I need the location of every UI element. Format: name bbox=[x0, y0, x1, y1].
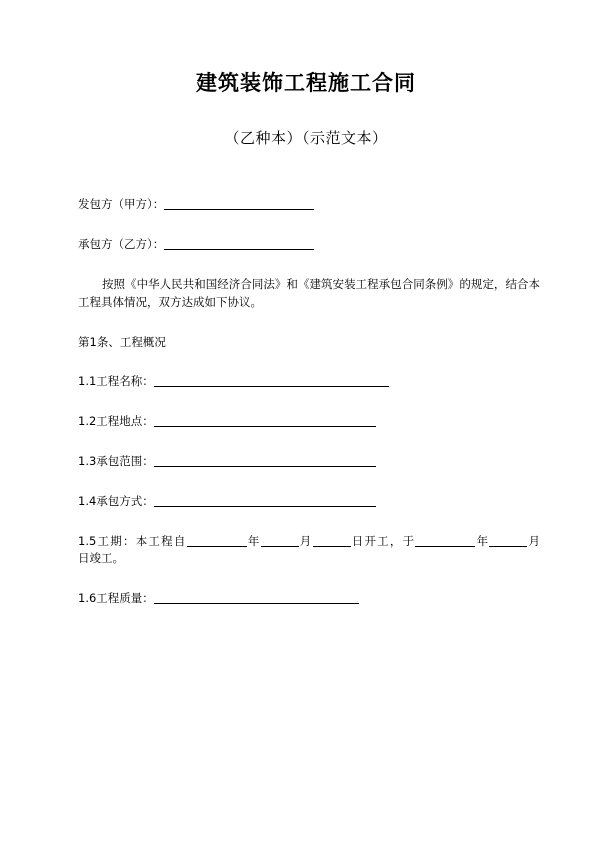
section-1-heading: 第1条、工程概况 bbox=[78, 334, 166, 349]
item-1-4-no: 1.4 bbox=[78, 493, 97, 508]
item-1-5-no: 1.5 bbox=[78, 533, 97, 548]
item-1-3-label: 承包范围： bbox=[96, 453, 154, 468]
item-1-2-blank[interactable] bbox=[154, 426, 376, 427]
item-1-1-no: 1.1 bbox=[78, 374, 97, 389]
preamble-paragraph: 按照《中华人民共和国经济合同法》和《建筑安装工程承包合同条例》的规定，结合本工程具体情况，双方达成如下协议。 bbox=[78, 276, 540, 309]
party-b-blank[interactable] bbox=[164, 249, 314, 250]
item-1-3 bbox=[78, 453, 540, 471]
party-b-line bbox=[78, 236, 540, 254]
item-1-6-no: 1.6 bbox=[78, 591, 97, 606]
item-1-4-blank[interactable] bbox=[154, 506, 376, 507]
document-body bbox=[0, 196, 612, 608]
document-subtitle: （乙种本）（示范文本） bbox=[224, 129, 388, 148]
end-year-blank[interactable] bbox=[415, 546, 475, 547]
item-1-4-label: 承包方式： bbox=[96, 493, 154, 508]
party-a-label: 发包方（甲方）： bbox=[78, 197, 165, 212]
item-1-4 bbox=[78, 493, 540, 511]
item-1-6 bbox=[78, 590, 540, 608]
document-page bbox=[0, 70, 612, 862]
item-1-2-no: 1.2 bbox=[78, 414, 97, 429]
item-1-6-label: 工程质量： bbox=[96, 591, 154, 606]
item-1-3-no: 1.3 bbox=[78, 453, 97, 468]
start-year-unit: 年 bbox=[246, 533, 261, 548]
item-1-2 bbox=[78, 413, 540, 431]
end-month-blank[interactable] bbox=[489, 546, 527, 547]
item-1-5-lead: 工期：本工程自 bbox=[96, 533, 187, 548]
start-day-unit: 日开工，于 bbox=[350, 533, 416, 548]
item-1-1-blank[interactable] bbox=[154, 386, 389, 387]
item-1-2-label: 工程地点： bbox=[96, 414, 154, 429]
item-1-1-label: 工程名称： bbox=[96, 374, 154, 389]
item-1-3-blank[interactable] bbox=[154, 466, 376, 467]
page-title: 建筑装饰工程施工合同 bbox=[196, 71, 416, 95]
item-1-5-schedule bbox=[78, 533, 540, 569]
item-1-6-blank[interactable] bbox=[154, 603, 359, 604]
party-a-blank[interactable] bbox=[164, 209, 314, 210]
start-month-blank[interactable] bbox=[261, 546, 299, 547]
start-year-blank[interactable] bbox=[187, 546, 247, 547]
start-month-unit: 月 bbox=[298, 533, 313, 548]
end-month-unit: 月 bbox=[527, 533, 541, 548]
end-year-unit: 年 bbox=[475, 533, 490, 548]
start-day-blank[interactable] bbox=[313, 546, 351, 547]
end-day-unit: 日竣工。 bbox=[78, 551, 124, 566]
party-a-line bbox=[78, 196, 540, 214]
party-b-label: 承包方（乙方）： bbox=[78, 237, 165, 252]
item-1-1 bbox=[78, 373, 540, 391]
